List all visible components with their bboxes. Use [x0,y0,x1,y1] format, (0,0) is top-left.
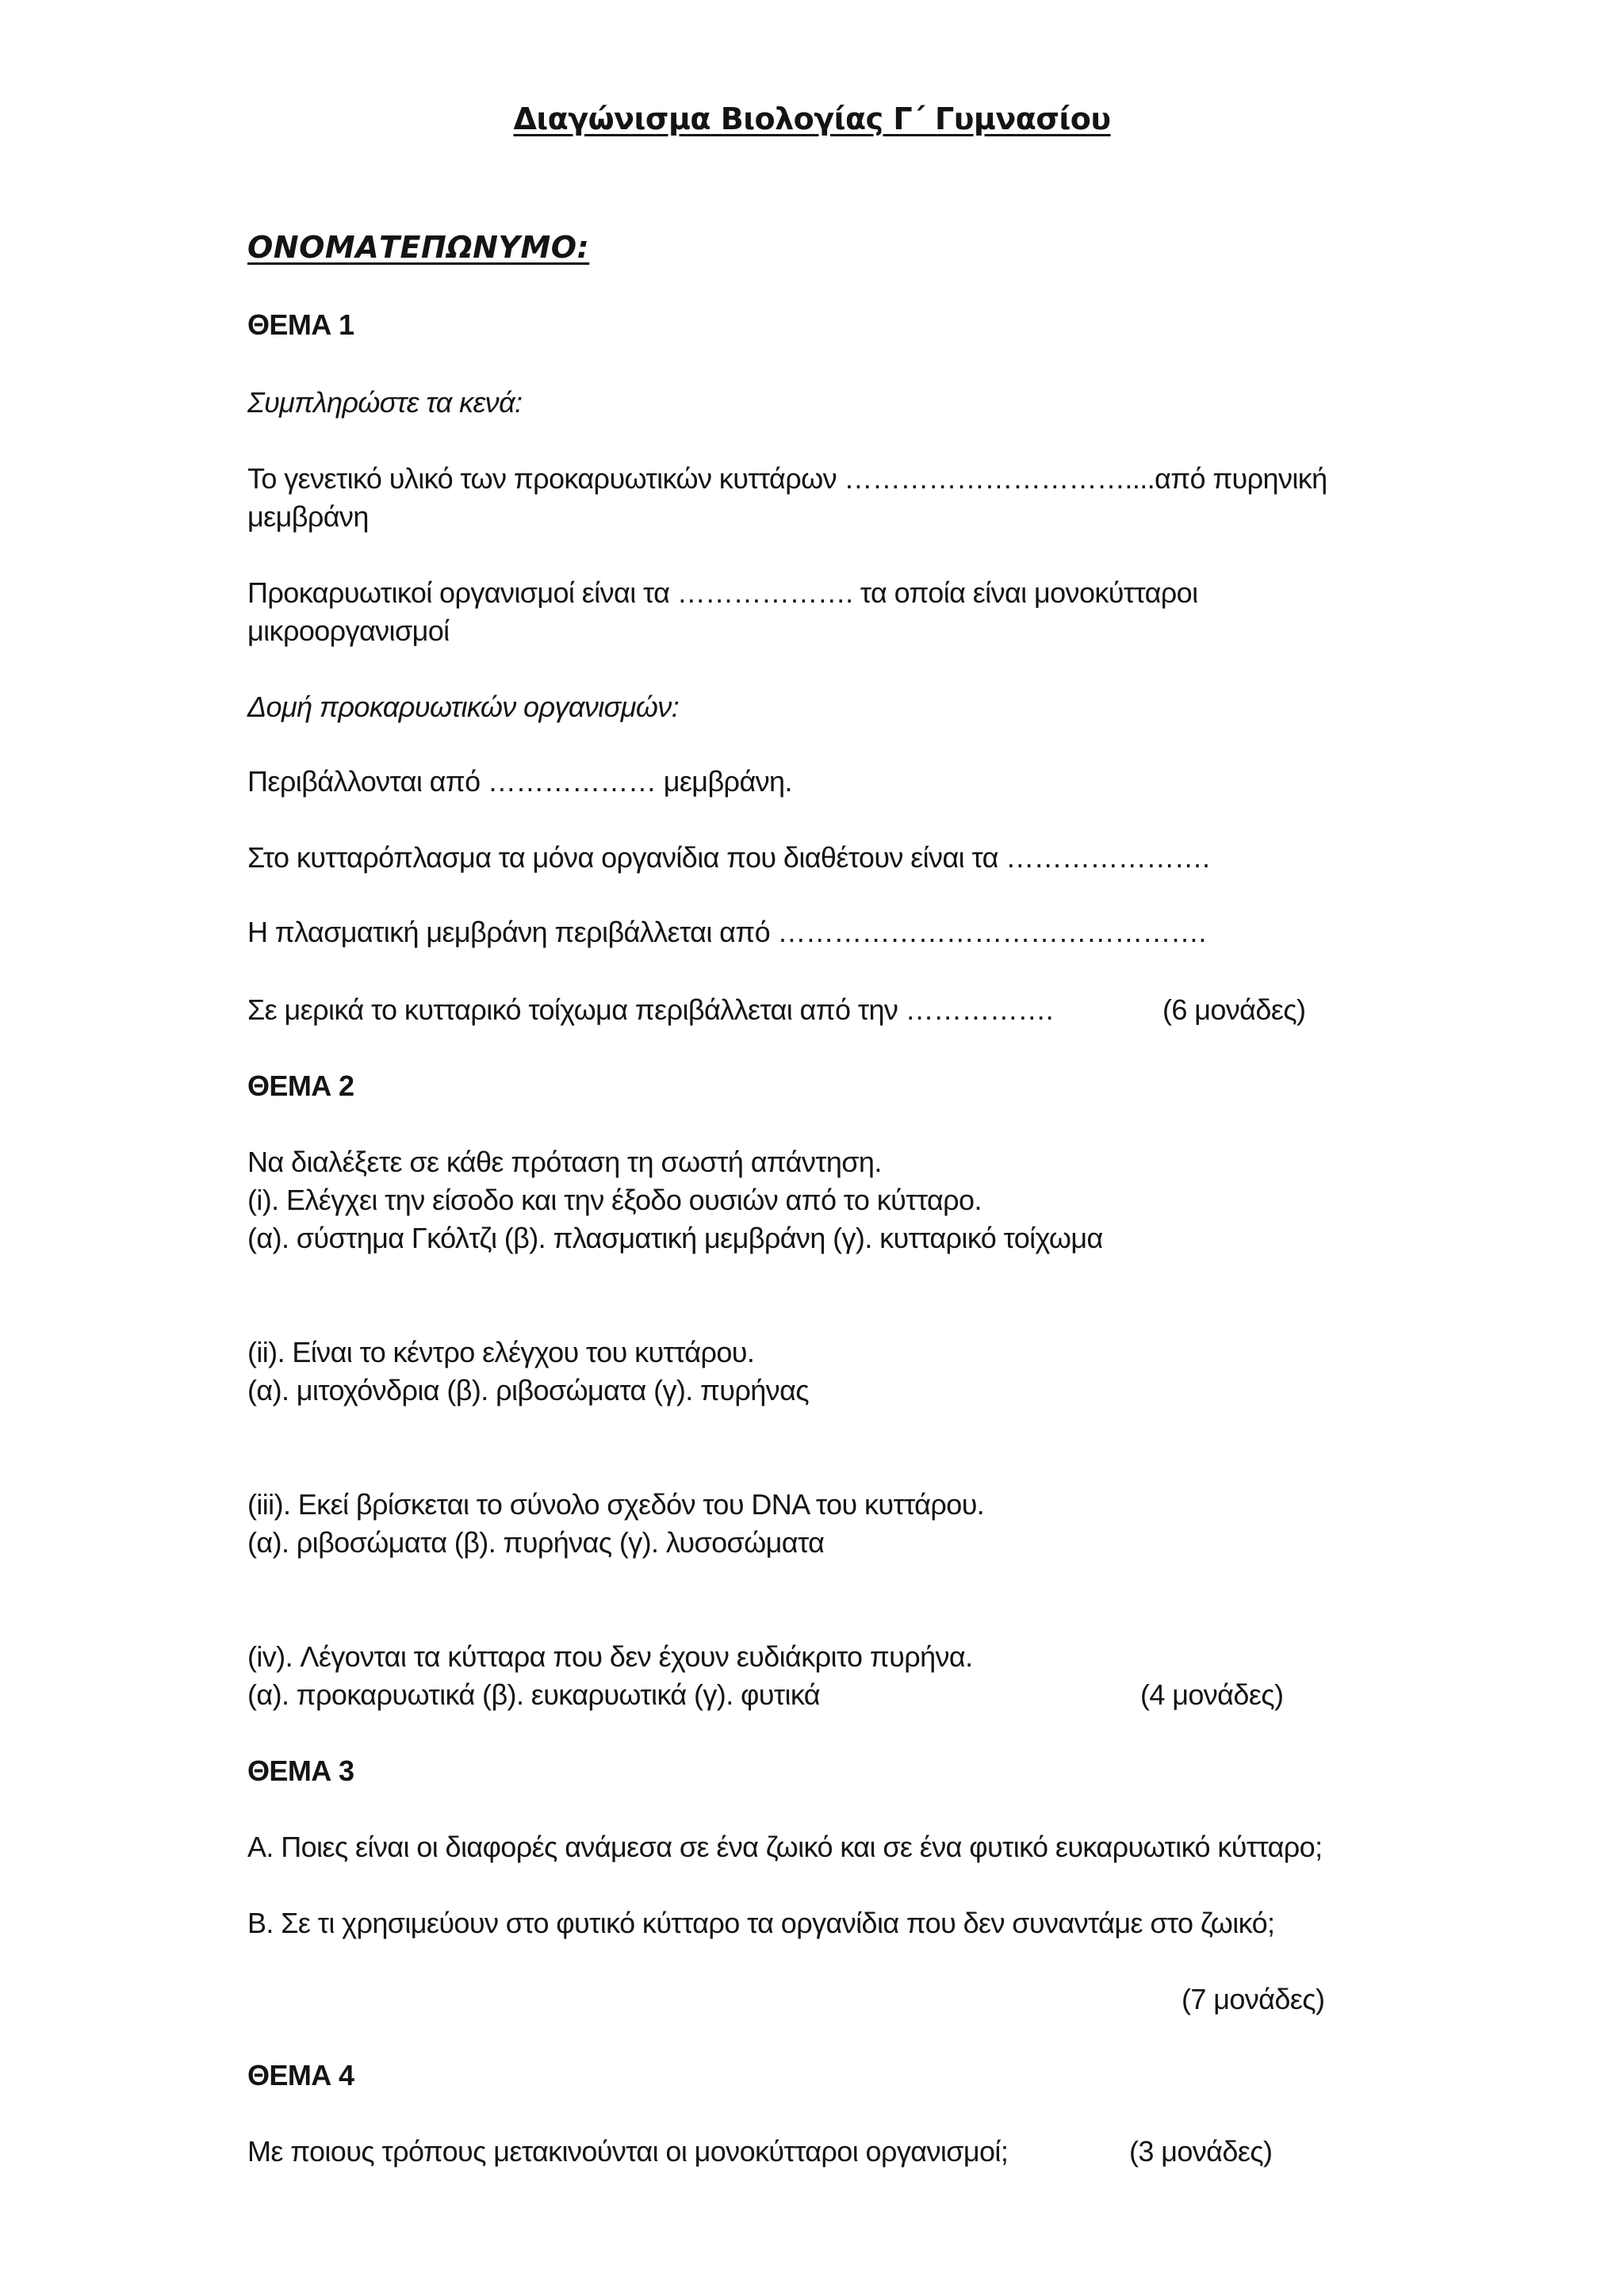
document-title: Διαγώνισμα Βιολογίας Γ΄ Γυμνασίου [513,101,1111,136]
theme-2-heading: ΘΕΜΑ 2 [247,1070,354,1102]
theme-1-question-1-line-2: μεμβράνη [247,500,369,533]
theme-4-question: Με ποιους τρόπους μετακινούνται οι μονοκύτταροι οργανισμοί; [247,2135,1009,2168]
theme-2-options-i: (α). σύστημα Γκόλτζι (β). πλασματική μεμβράνη (γ). κυτταρικό τοίχωμα [247,1222,1103,1254]
theme-1-question-2-line-2: μικροοργανισμοί [247,614,450,647]
theme-3-question-b: Β. Σε τι χρησιμεύουν στο φυτικό κύτταρο τα οργανίδια που δεν συναντάμε στο ζωικό; [247,1907,1275,1939]
theme-4-heading: ΘΕΜΑ 4 [247,2059,354,2091]
theme-2-question-iv: (iv). Λέγονται τα κύτταρα που δεν έχουν ευδιάκριτο πυρήνα. [247,1640,973,1673]
theme-3-heading: ΘΕΜΑ 3 [247,1755,354,1787]
theme-2-instruction: Να διαλέξετε σε κάθε πρόταση τη σωστή απάντηση. [247,1146,882,1178]
theme-1-instruction: Συμπληρώστε τα κενά: [247,386,523,419]
theme-2-options-iii: (α). ριβοσώματα (β). πυρήνας (γ). λυσοσώματα [247,1526,825,1559]
theme-2-options-ii: (α). μιτοχόνδρια (β). ριβοσώματα (γ). πυρήνας [247,1374,810,1406]
theme-2-points: (4 μονάδες) [1140,1678,1284,1711]
theme-2-question-iii: (iii). Εκεί βρίσκεται το σύνολο σχεδόν του DNA του κυττάρου. [247,1488,985,1521]
theme-2-question-i: (i). Ελέγχει την είσοδο και την έξοδο ουσιών από το κύτταρο. [247,1184,982,1216]
theme-3-question-a: Α. Ποιες είναι οι διαφορές ανάμεσα σε ένα ζωικό και σε ένα φυτικό ευκαρυωτικό κύτταρο; [247,1831,1323,1863]
student-name-label: ΟΝΟΜΑΤΕΠΩΝΥΜΟ: [247,230,590,265]
theme-1-question-3: Περιβάλλονται από ……………… μεμβράνη. [247,765,792,798]
theme-1-question-4: Στο κυτταρόπλασμα τα μόνα οργανίδια που διαθέτουν είναι τα …………………. [247,841,1210,874]
theme-1-question-2-line-1: Προκαρυωτικοί οργανισμοί είναι τα ………………. τα οποία είναι μονοκύτταροι [247,576,1198,609]
theme-2-question-ii: (ii). Είναι το κέντρο ελέγχου του κυττάρου. [247,1336,755,1368]
theme-1-question-1-line-1: Το γενετικό υλικό των προκαρυωτικών κυττάρων …………………………....από πυρηνική [247,462,1327,495]
theme-2-options-iv: (α). προκαρυωτικά (β). ευκαρυωτικά (γ). φυτικά [247,1678,821,1711]
theme-1-heading: ΘΕΜΑ 1 [247,308,354,341]
theme-1-points: (6 μονάδες) [1162,993,1306,1026]
theme-1-question-5: Η πλασματική μεμβράνη περιβάλλεται από ………………………………………. [247,916,1206,948]
theme-4-points: (3 μονάδες) [1129,2135,1273,2168]
theme-1-structure-heading: Δομή προκαρυωτικών οργανισμών: [247,691,680,723]
theme-3-points: (7 μονάδες) [1182,1983,1325,2015]
theme-1-question-6: Σε μερικά το κυτταρικό τοίχωμα περιβάλλεται από την ……………. [247,993,1054,1026]
